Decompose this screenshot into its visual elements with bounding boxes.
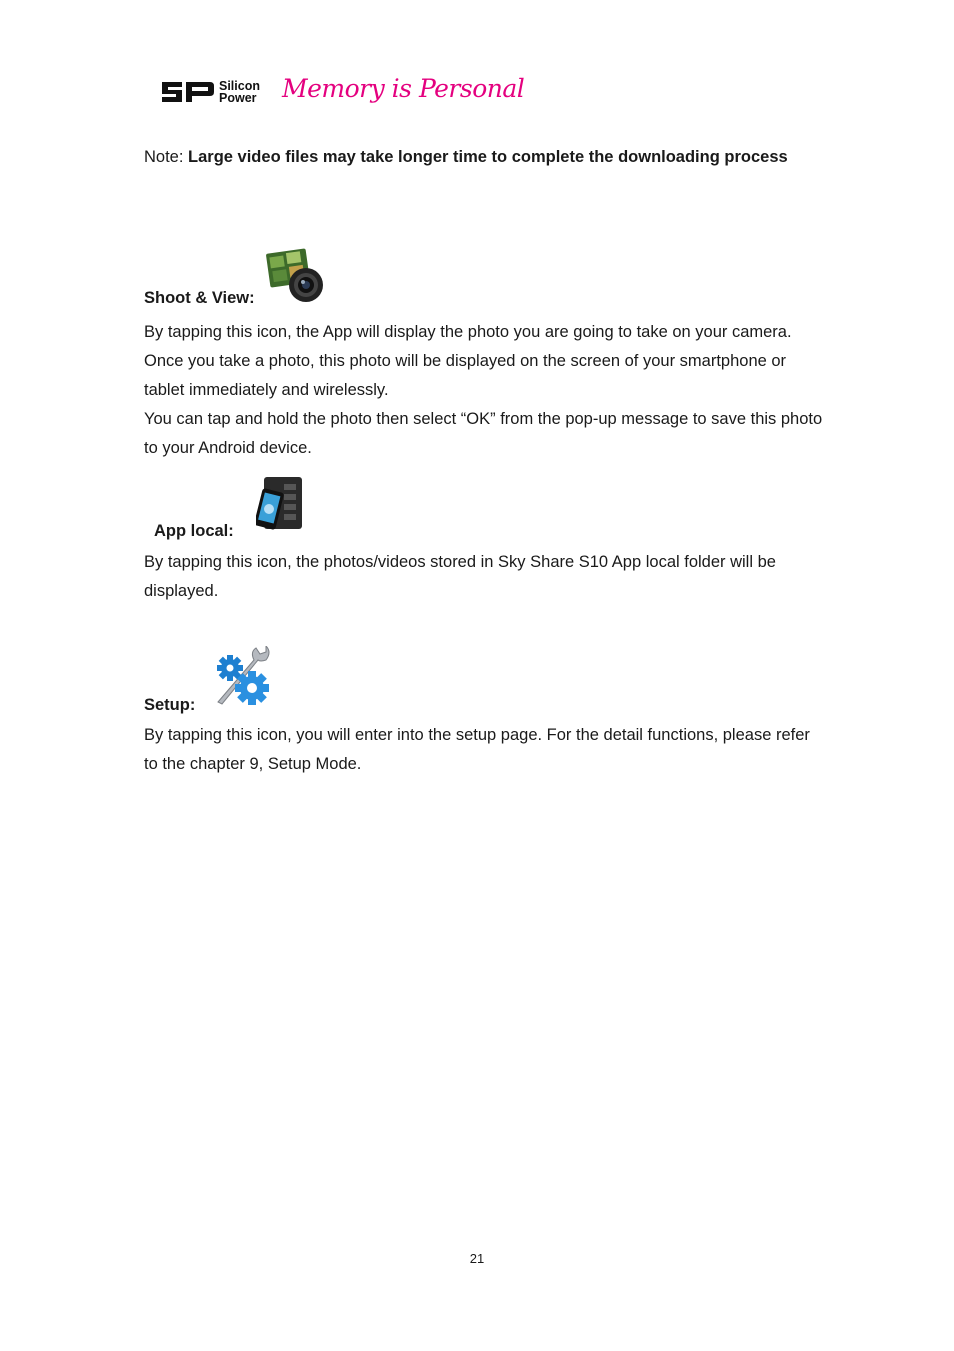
gears-wrench-icon: [210, 646, 272, 708]
note-prefix: Note:: [144, 148, 189, 166]
camera-photos-icon: [264, 247, 324, 303]
phone-folder-icon: [256, 476, 304, 532]
slogan: Memory is Personal: [282, 74, 525, 103]
paragraph: You can tap and hold the photo then select “OK” from the pop-up message to save this photo to your Android device.: [144, 410, 823, 457]
logo-wordmark: [219, 80, 260, 104]
logo-line-2: Power: [219, 91, 257, 105]
silicon-power-logo: [160, 78, 216, 106]
page-number: 21: [469, 1251, 485, 1266]
paragraph: By tapping this icon, the App will display the photo you are going to take on your camera. Once you take a photo, this photo will be displayed on the screen of your smartphone or tablet immediately and wirelessly.: [144, 323, 792, 399]
paragraph: By tapping this icon, you will enter into the setup page. For the detail functions, please refer to the chapter 9, Setup Mode.: [144, 726, 810, 773]
download-note: [144, 148, 788, 167]
shoot-view-description: [144, 318, 824, 463]
app-local-description: [144, 548, 824, 606]
note-text: Large video files may take longer time to complete the downloading process: [188, 148, 788, 166]
setup-label: Setup:: [144, 696, 196, 714]
logo-line-1: Silicon: [219, 79, 260, 93]
app-local-label: App local:: [154, 522, 234, 540]
setup-description: [144, 721, 824, 779]
paragraph: By tapping this icon, the photos/videos stored in Sky Share S10 App local folder will be displayed.: [144, 553, 776, 600]
shoot-view-label: Shoot & View:: [144, 289, 255, 307]
